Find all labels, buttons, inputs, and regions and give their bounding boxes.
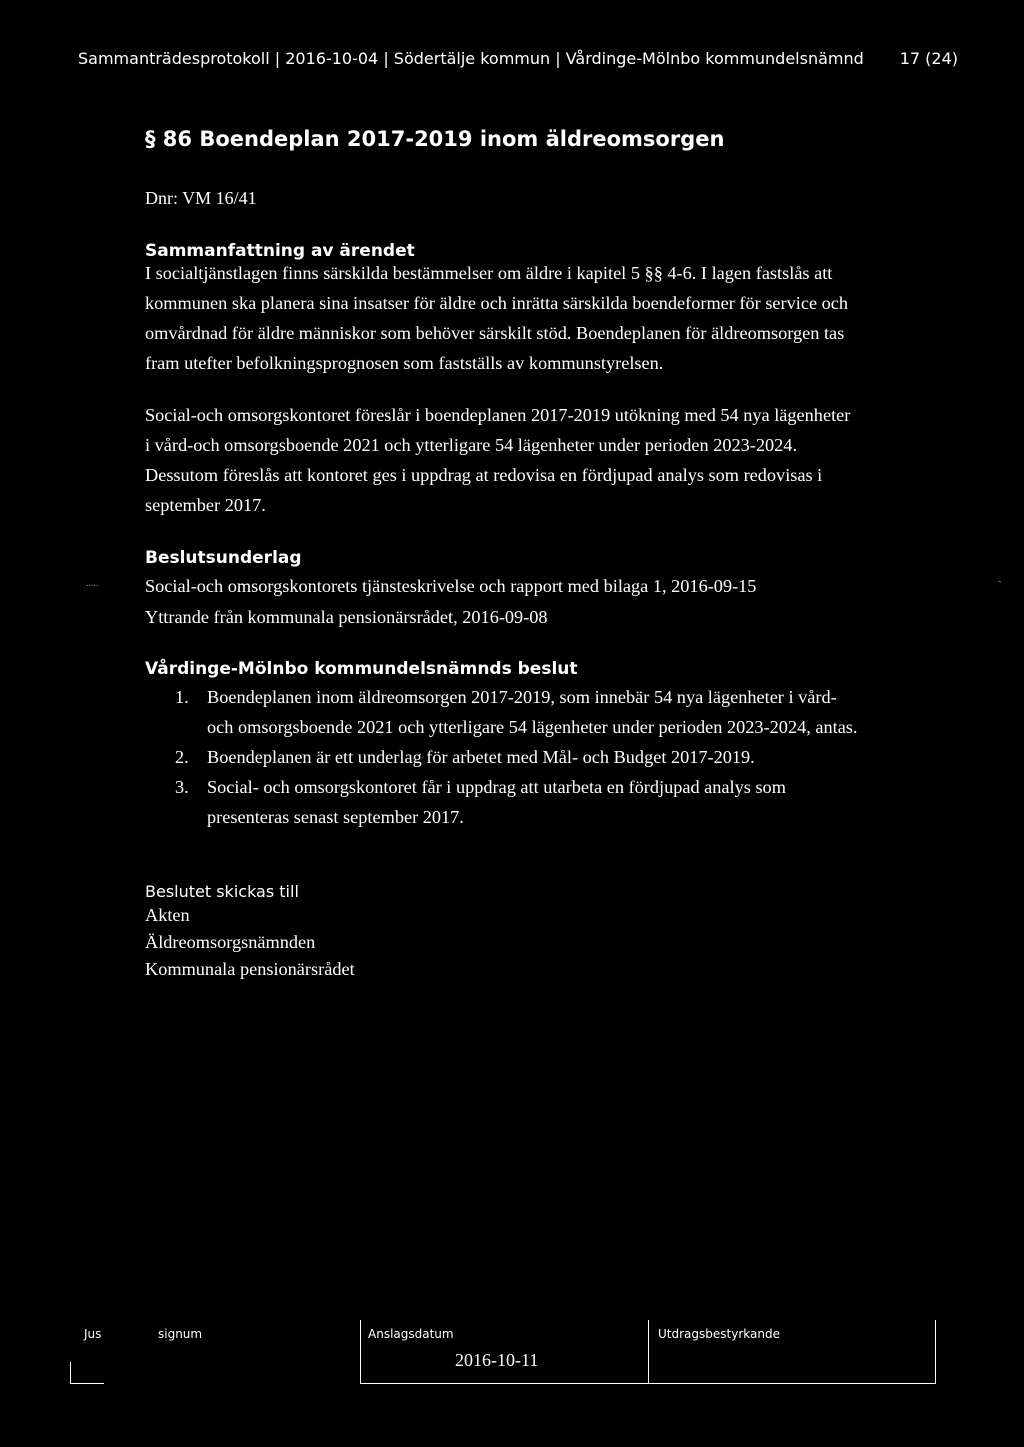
- utdragsbestyrkande-label: Utdragsbestyrkande: [658, 1327, 780, 1341]
- beslut-heading: Vårdinge-Mölnbo kommundelsnämnds beslut: [145, 659, 578, 679]
- signature-footer: [70, 1320, 936, 1384]
- beslutsunderlag-list: [145, 571, 756, 633]
- beslutsunderlag-item: Social-och omsorgskontorets tjänsteskrivelse och rapport med bilaga 1, 2016-09-15: [145, 576, 757, 596]
- page-number: 17 (24): [899, 49, 958, 68]
- summary-line: omvårdnad för äldre människor som behöver särskilt stöd. Boendeplanen för äldreomsorgen tas: [145, 323, 845, 343]
- beslut-item-number: 2.: [175, 747, 189, 767]
- summary-line: kommunen ska planera sina insatser för äldre och inrätta särskilda boendeformer för service och: [145, 293, 849, 313]
- beslut-item-text: och omsorgsboende 2021 och ytterligare 54 lägenheter under perioden 2023-2024, antas.: [207, 717, 858, 737]
- recipient: Äldreomsorgsnämnden: [145, 932, 316, 952]
- header-text: Sammanträdesprotokoll | 2016-10-04 | Södertälje kommun | Vårdinge-Mölnbo kommundelsnämnd: [78, 49, 864, 68]
- justerare-label: Jus: [84, 1327, 102, 1341]
- beslut-list: [145, 682, 965, 832]
- dnr-number: Dnr: VM 16/41: [145, 188, 257, 208]
- beslut-item-text: presenteras senast september 2017.: [207, 807, 464, 827]
- proposal-line: Dessutom föreslås att kontoret ges i uppdrag at redovisa en fördjupad analys som redovisas i: [145, 465, 823, 485]
- recipient-list: [145, 902, 355, 983]
- footer-bottom-line: [360, 1383, 936, 1384]
- beslut-item-text: Social- och omsorgskontoret får i uppdrag att utarbeta en fördjupad analys som: [207, 777, 786, 797]
- beslut-item: [145, 772, 965, 832]
- recipient: Kommunala pensionärsrådet: [145, 959, 355, 979]
- proposal-paragraph: [145, 400, 850, 520]
- signum-label: signum: [158, 1327, 203, 1341]
- footer-divider: [360, 1320, 361, 1384]
- summary-heading: Sammanfattning av ärendet: [145, 241, 415, 261]
- beslut-item-text: Boendeplanen är ett underlag för arbetet med Mål- och Budget 2017-2019.: [207, 747, 755, 767]
- summary-line: fram utefter befolkningsprognosen som fastställs av kommunstyrelsen.: [145, 353, 664, 373]
- beslut-item: [145, 682, 965, 742]
- beslut-item-number: 3.: [175, 777, 189, 797]
- beslutsunderlag-heading: Beslutsunderlag: [145, 548, 302, 568]
- summary-paragraph: [145, 258, 848, 378]
- skickas-heading: Beslutet skickas till: [145, 882, 299, 901]
- beslutsunderlag-item: Yttrande från kommunala pensionärsrådet, 2016-09-08: [145, 607, 548, 627]
- beslut-item: [145, 742, 965, 772]
- footer-divider: [648, 1320, 649, 1384]
- signature-corner: [70, 1362, 71, 1384]
- section-title: § 86 Boendeplan 2017-2019 inom äldreomsorgen: [145, 127, 725, 151]
- proposal-line: Social-och omsorgskontoret föreslår i boendeplanen 2017-2019 utökning med 54 nya lägenheter: [145, 405, 851, 425]
- margin-mark: -: [998, 576, 1002, 587]
- anslagsdatum-label: Anslagsdatum: [368, 1327, 454, 1341]
- anslagsdatum-value: 2016-10-11: [455, 1350, 539, 1370]
- recipient: Akten: [145, 905, 190, 925]
- signature-line: [70, 1383, 104, 1384]
- beslut-item-text: Boendeplanen inom äldreomsorgen 2017-2019, som innebär 54 nya lägenheter i vård-: [207, 687, 837, 707]
- summary-line: I socialtjänstlagen finns särskilda bestämmelser om äldre i kapitel 5 §§ 4-6. I lagen fastslås att: [145, 263, 833, 283]
- proposal-line: september 2017.: [145, 495, 266, 515]
- beslut-item-number: 1.: [175, 687, 189, 707]
- margin-mark: .....: [86, 578, 99, 589]
- footer-divider: [935, 1320, 936, 1384]
- page-header: [78, 49, 958, 68]
- proposal-line: i vård-och omsorgsboende 2021 och ytterligare 54 lägenheter under perioden 2023-2024.: [145, 435, 798, 455]
